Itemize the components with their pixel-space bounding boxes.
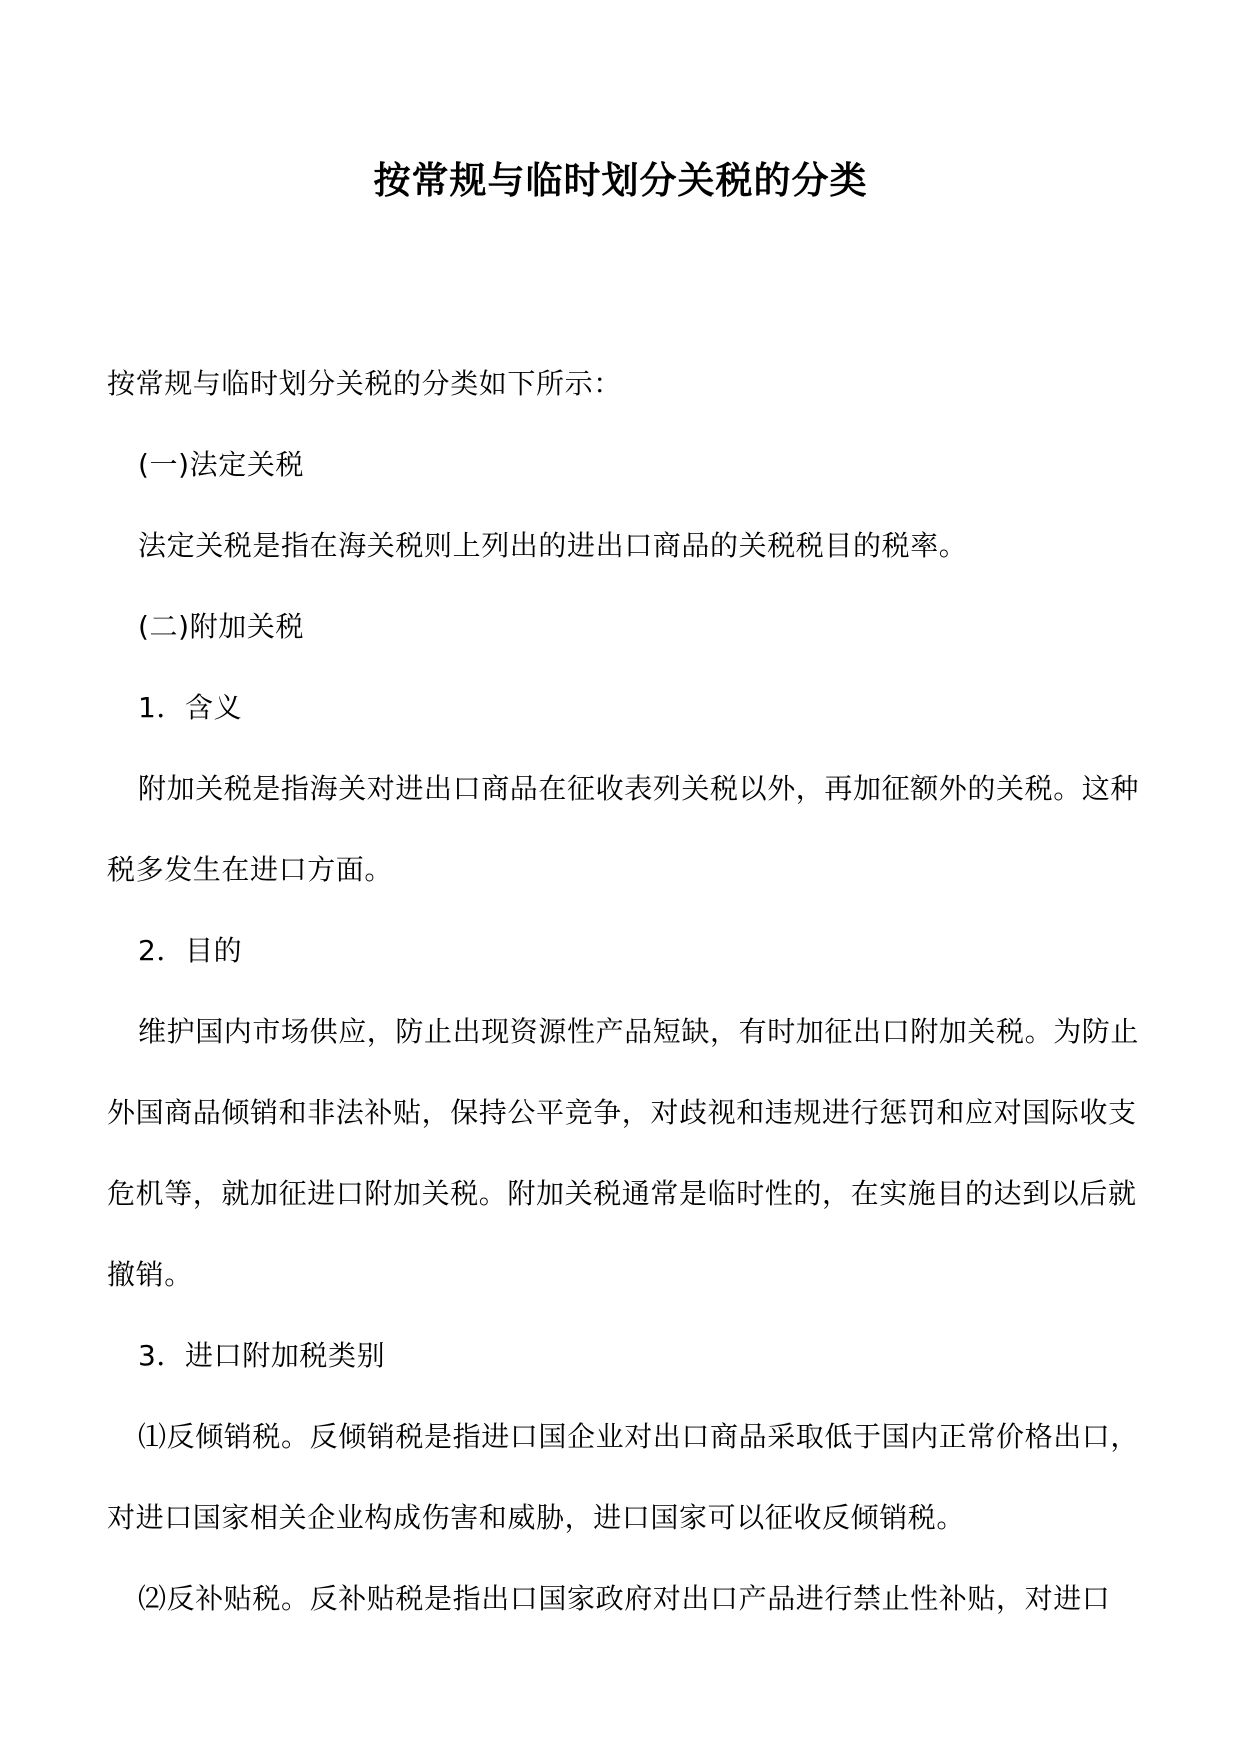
section-heading-statutory-tariff: (一)法定关税 bbox=[138, 448, 305, 481]
anti-dumping-duty-paragraph: ⑴反倾销税。反倾销税是指进口国企业对出口商品采取低于国内正常价格出口，对进口国家相关企业构成伤害和威胁，进口国家可以征收反倾销税。 bbox=[107, 1420, 1140, 1534]
subheading-meaning: 1．含义 bbox=[138, 691, 243, 724]
subheading-import-surcharge-types: 3．进口附加税类别 bbox=[138, 1339, 386, 1372]
countervailing-duty-paragraph: ⑵反补贴税。反补贴税是指出口国家政府对出口产品进行禁止性补贴，对进口 bbox=[138, 1582, 1111, 1615]
statutory-tariff-definition: 法定关税是指在海关税则上列出的进出口商品的关税税目的税率。 bbox=[138, 529, 968, 562]
document-title: 按常规与临时划分关税的分类 bbox=[373, 158, 868, 202]
subheading-purpose: 2．目的 bbox=[138, 934, 243, 967]
additional-tariff-purpose: 维护国内市场供应，防止出现资源性产品短缺，有时加征出口附加关税。为防止外国商品倾销和非法补贴，保持公平竞争，对歧视和违规进行惩罚和应对国际收支危机等，就加征进口附加关税。附加关税通常是临时性的，在实施目的达到以后就撤销。 bbox=[107, 1015, 1140, 1291]
intro-paragraph: 按常规与临时划分关税的分类如下所示： bbox=[107, 367, 622, 400]
document-body bbox=[107, 343, 1147, 1639]
additional-tariff-meaning: 附加关税是指海关对进出口商品在征收表列关税以外，再加征额外的关税。这种税多发生在进口方面。 bbox=[107, 772, 1140, 886]
section-heading-additional-tariff: (二)附加关税 bbox=[138, 610, 305, 643]
